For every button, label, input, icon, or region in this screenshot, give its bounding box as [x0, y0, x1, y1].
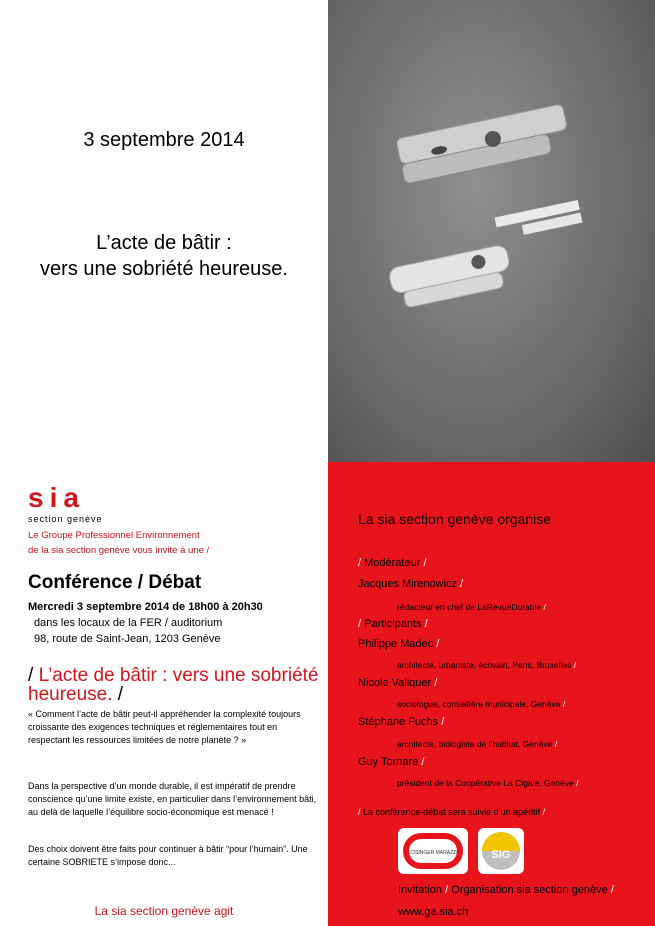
moderateur-name: Jacques Mirenowicz / — [358, 578, 464, 590]
agit-footer: La sia section genève agit — [94, 904, 234, 918]
main-title-text: L’acte de bâtir : vers une sobriété heureuse. — [28, 665, 319, 705]
participant-4-name: Guy Tornare / — [358, 756, 425, 768]
slash-open: / — [28, 665, 39, 686]
paragraph-2: Des choix doivent être faits pour continuer à bâtir “pour l’humain”. Une certaine SOBRIETE s’impose donc... — [28, 844, 308, 867]
invite-line-1: Le Groupe Professionnel Environnement — [28, 530, 200, 541]
participants-label: / Participants / — [358, 618, 428, 630]
participant-1-name: Philippe Madec / — [358, 638, 440, 650]
moderateur-label: / Modérateur / — [358, 557, 427, 569]
invite-text — [28, 528, 209, 558]
event-when: Mercredi 3 septembre 2014 de 18h00 à 20h30 — [28, 601, 263, 613]
sig-icon — [478, 828, 524, 874]
invite-line-2: de la sia section genève vous invite à une / — [28, 545, 210, 556]
slash-close: / — [112, 684, 124, 705]
participant-2-role: sociologue, conseillère municipale, Genève / — [397, 699, 566, 709]
aperitif-note: / La conférence-débat sera suivie d’un apéritif / — [358, 807, 546, 817]
svg-text:SIG: SIG — [491, 849, 511, 861]
participant-2-name: Nicole Valiquer / — [358, 677, 438, 689]
participant-3-name: Stéphane Fuchs / — [358, 716, 445, 728]
quote-text: « Comment l’acte de bâtir peut-il appréhender la complexité toujours croissante des exigences techniques et réglementaires tout en respectant les ressources limitées de notre planète ? » — [28, 709, 301, 745]
clothespin-photo — [328, 0, 655, 462]
clothespin-illustration — [328, 0, 655, 462]
website-link[interactable]: www.ge.sia.ch — [398, 906, 469, 918]
invitation-organisation: Invitation / Organisation sia section genève / — [398, 884, 614, 896]
losinger-icon — [398, 828, 468, 874]
event-where-1: dans les locaux de la FER / auditorium — [34, 617, 223, 629]
sponsor-losinger-logo — [398, 828, 468, 874]
sia-logo-subtitle: section genève — [28, 514, 103, 524]
moderateur-role: rédacteur en chef de LaRevueDurable / — [397, 602, 546, 612]
participant-3-role: architecte, biologiste de l’habitat, Genève / — [397, 739, 558, 749]
paragraph-1: Dans la perspective d’un monde durable, il est impératif de prendre conscience qu’une limite existe, en particulier dans l’environnement bâti, au delà de laquelle l’équilibre socio-économique est menacé ! — [28, 781, 317, 817]
organise-heading: La sia section genève organise — [358, 511, 552, 527]
title-line-1: L’acte de bâtir : — [96, 232, 232, 254]
conference-heading: Conférence / Débat — [28, 572, 202, 593]
participant-1-role: architecte, urbaniste, écrivain, Paris, Bruxelles / — [397, 660, 577, 670]
title-line-2: vers une sobriété heureuse. — [40, 258, 288, 280]
main-title — [28, 666, 323, 704]
svg-text:LOSINGER MARAZZI: LOSINGER MARAZZI — [408, 850, 458, 856]
participant-4-role: président de la Coopérative La Cigale, Genève / — [397, 778, 579, 788]
event-title-top — [0, 230, 328, 282]
event-where-2: 98, route de Saint-Jean, 1203 Genève — [34, 633, 221, 645]
event-date: 3 septembre 2014 — [83, 129, 245, 151]
sia-logo: sia — [28, 482, 85, 513]
sponsor-sig-logo — [478, 828, 524, 874]
